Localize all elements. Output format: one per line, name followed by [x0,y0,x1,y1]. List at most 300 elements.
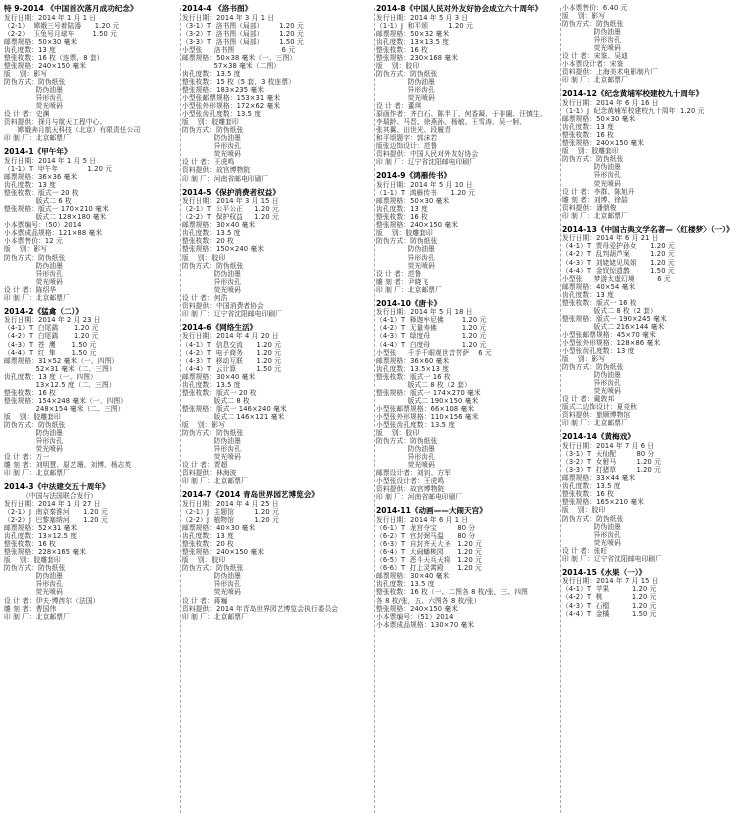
issue-detail-line: （4-1）T 白尾鹞 1.20 元 [4,324,99,333]
issue-detail-line: 齿孔度数：13.5 度 [182,69,241,78]
issue-detail-line: 整张枚数：16 枚 [4,540,56,549]
issue-detail-line: （3-1）T 洛书图（局部） 1.20 元 [182,21,304,30]
issue-title: 2014-4 《洛书图》 [182,4,253,13]
issue-detail-line: 小型张 洛书图 6 元 [182,45,296,54]
issue-detail-line: 版 别：胶雕套印 [376,229,433,238]
issue-detail-line: 整张规格：版式一 190×245 毫米 [562,314,667,323]
issue-detail-line: 整张规格：240×150 毫米 [376,604,459,613]
issue-detail-line: （1-1）J 和平颂 1.20 元 [376,21,473,30]
issue-detail-line: 发行日期：2014 年 4 月 25 日 [182,499,279,508]
issue-detail-line: 版式二 216×144 毫米 [562,322,665,331]
issue-detail-line: 齿孔度数：13.5 度 [376,580,435,589]
issue-title: 2014-7《2014 青岛世界园艺博览会》 [182,490,319,500]
issue-detail-line: 版 别：影写 [4,69,48,78]
issue-detail-line: 防伪方式：防伪纸张 [4,253,66,262]
issue-detail-line: 异形齿孔 [4,269,63,278]
issue-detail-line: 防伪油墨 [376,245,435,254]
issue-detail-line: 防伪方式：防伪纸张 [182,564,244,573]
issue-detail-line: 版式二 146×121 毫米 [182,412,285,421]
issue-detail-line: 齿孔度数：13 度 [376,205,428,214]
issue-detail-line: 设 计 者：万一 [4,453,50,462]
issue-detail-line: 荧光喷码 [4,102,63,111]
issue-detail-line: 小型张外形规格：172×62 毫米 [182,102,281,111]
issue-detail-line: （4-1）T 苹果 1.20 元 [562,585,657,594]
issue-detail-line: （6-3）T 自封齐天大圣 1.20 元 [376,540,482,549]
stamp-issue-entry [562,4,746,84]
issue-detail-line: 小型张齿孔度数：13.5 度 [376,420,456,429]
issue-detail-line: 张其翼、田世光、段履青 [376,126,452,135]
issue-detail-line: 邮票规格：36×36 毫米 [4,173,78,182]
issue-detail-line: 资料提供：潘鼎俊 [562,203,617,212]
stamp-issue-entry [182,188,372,318]
issue-detail-line: 版 别：胶印 [182,253,226,262]
issue-detail-line: 小本票编号：（51）2014 [376,612,454,621]
column-3 [376,4,560,815]
issue-detail-line: 整张规格：240×150 毫米 [4,61,87,70]
issue-detail-line: （4-4）T 白度母 1.20 元 [376,340,487,349]
issue-detail-line: 防伪油墨 [562,371,621,380]
issue-detail-line: 版 别：影写 [562,12,606,21]
issue-detail-line: （3-3）T 洛书图（局部） 1.50 元 [182,37,304,46]
issue-detail-line: 发行日期：2014 年 4 月 20 日 [182,332,279,341]
issue-detail-line: 整张枚数：版式一 20 枚 [4,189,79,198]
issue-detail-line: 荧光喷码 [562,538,621,547]
issue-title: 2014-1《甲午年》 [4,147,72,157]
issue-detail-line: 资料提供：中国消费者协会 [182,301,264,310]
issue-detail-line: 印 制 厂：辽宁省沈阳邮电印刷厂 [562,554,663,563]
issue-detail-line: 邮票设计者：刘钊、方军 [376,469,452,478]
issue-detail-line: 设 计 者：王虎鸣 [182,158,235,167]
issue-detail-line: （3-2）T 女驸马 1.20 元 [562,458,662,467]
issue-detail-line: 整张规格：版式一 174×270 毫米 [376,388,481,397]
issue-detail-line: 齿孔度数：13 度 [182,532,234,541]
issue-detail-line: 小本票成品规格：121×88 毫米 [4,229,103,238]
issue-detail-line: 防伪油墨 [562,163,621,172]
issue-detail-line: 整张规格：165×210 毫米 [562,498,645,507]
issue-detail-line: 13×12.5 度（二、三图） [4,380,116,389]
issue-detail-line: （4-3）T 移动互联 1.20 元 [182,356,282,365]
issue-detail-line: 设 计 者：宋鉴、吴迪 [562,52,628,61]
issue-detail-line: 版式二 8 枚（2 套） [562,306,657,315]
issue-detail-line: 印 制 厂：北京邮票厂 [4,612,70,621]
issue-detail-line: 小本票编号：（50）2014 [4,221,82,230]
issue-detail-line: （4-2）T 无量寿佛 1.20 元 [376,324,487,333]
issue-detail-line: （3-2）T 洛书图（局部） 1.20 元 [182,29,304,38]
issue-detail-line: （2-2）J 植物馆 1.20 元 [182,516,279,525]
issue-detail-line: 印 制 厂：辽宁省沈阳邮电印刷厂 [376,158,477,167]
issue-detail-line: 防伪油墨 [4,261,63,270]
issue-detail-line: 整张枚数：20 枚 [182,540,234,549]
stamp-issue-entry [376,171,560,293]
issue-detail-line: 发行日期：2014 年 1 月 5 日 [4,156,97,165]
issue-detail-line: （4-4）T 金橘 1.50 元 [562,609,657,618]
issue-detail-line: 版 别：影写 [562,355,606,364]
issue-detail-line: 设 计 者：伊夫·博酋尔（法国） [4,596,100,605]
issue-detail-line: 小本票售价：6.40 元 [562,4,628,12]
issue-detail-line: 整张枚数：15 枚（5 套，3 枚连票） [182,77,296,86]
issue-detail-line: 防伪油墨 [4,86,63,95]
issue-detail-line: （4-1）T 信息交流 1.20 元 [182,340,282,349]
issue-detail-line: （4-3）T 苍 鹰 1.50 元 [4,340,97,349]
issue-detail-line: 防伪方式：防伪纸张 [182,261,244,270]
issue-detail-line: 整张规格：228×165 毫米 [4,548,87,557]
issue-detail-line: 防伪方式：防伪纸张 [562,514,624,523]
issue-detail-line: （4-1）T 贾母爱护孙女 1.20 元 [562,242,675,251]
issue-detail-line: 整张规格：240×150 毫米 [376,221,459,230]
issue-detail-line: （4-4）T 云计算 1.50 元 [182,364,282,373]
column-2 [182,4,372,815]
issue-detail-line: 邮票规格：40×54 毫米 [562,282,636,291]
issue-detail-line: 异形齿孔 [562,36,621,45]
issue-detail-line: 印 制 厂：河南省邮电印刷厂 [376,493,463,502]
issue-detail-line: 防伪方式：防伪纸张 [182,126,244,135]
stamp-issue-entry [376,506,560,628]
issue-detail-line: 整张枚数：版式一 16 枚 [376,372,451,381]
issue-detail-line: 齿孔度数：13.5 度 [182,380,241,389]
issue-detail-line: 资料提供：2014 年青岛世界园艺博览会执行委员会 [182,604,339,613]
issue-detail-line: 版式二 190×150 毫米 [376,396,479,405]
issue-detail-line: 防伪油墨 [376,445,435,454]
column-divider [560,8,561,813]
issue-detail-line: 整张枚数：版式一 20 枚 [182,388,257,397]
issue-detail-line: 版 别：胶印 [376,429,420,438]
issue-detail-line: 荧光喷码 [4,277,63,286]
issue-detail-line: 异形齿孔 [562,171,621,180]
issue-detail-line: 异形齿孔 [182,142,241,151]
issue-detail-line: 整张枚数：20 枚 [182,237,234,246]
issue-detail-line: 防伪方式：防伪纸张 [4,420,66,429]
issue-detail-line: 设 计 者：史渊 [4,110,50,119]
stamp-issue-entry [376,4,560,166]
stamp-issue-entry [376,299,560,502]
issue-detail-line: 发行日期：2014 年 1 月 1 日 [4,13,97,22]
stamp-issue-entry [562,225,746,428]
issue-detail-line: （4-2）T 乱判葫芦案 1.20 元 [562,250,675,259]
stamp-issue-entry [182,490,372,620]
issue-detail-line: （2-1）J 南京秦淮河 1.20 元 [4,508,108,516]
column-4 [562,4,746,815]
issue-detail-line: 雕 刻 者：刘明慧、原艺珊、刘博、杨志英 [4,461,132,470]
issue-detail-line: 发行日期：2014 年 5 月 18 日 [376,308,473,317]
issue-detail-line: 版 别：影写 [4,245,48,254]
stamp-issue-entry [182,323,372,485]
issue-detail-line: 齿孔度数：13×13.5 度 [376,37,450,46]
issue-detail-line: 雕 刻 者：尹晓飞 [376,277,429,286]
issue-detail-line: 小型张齿孔度数：13.5 度 [182,110,262,119]
issue-detail-line: 防伪油墨 [562,522,621,531]
issue-detail-line: 防伪方式：防伪纸张 [376,69,438,78]
issue-detail-line: 雕 刻 者：曹国伟 [4,604,57,613]
column-1 [4,4,180,815]
issue-detail-line: 防伪油墨 [4,572,63,581]
issue-detail-line: 版式二 8 枚 [182,396,250,405]
issue-detail-line: 小本票成品规格：130×70 毫米 [376,620,475,629]
issue-title: 2014-5《保护消费者权益》 [182,187,280,197]
issue-title: 2014-12《纪念黄埔军校建校九十周年》 [562,89,704,99]
issue-detail-line: 齿孔度数：13 度 [562,290,614,299]
stamp-issue-entry [562,568,746,618]
issue-detail-line: 荧光喷码 [182,285,241,294]
issue-detail-line: 小型张外形规格：110×156 毫米 [376,412,479,421]
stamp-issue-entry [562,89,746,219]
issue-detail-line: 整张规格：版式一 146×240 毫米 [182,404,287,413]
issue-detail-line: 异形齿孔 [182,445,241,454]
issue-title: 2014-2《猛禽（二）》 [4,306,83,316]
issue-detail-line: 邮票规格：50×30 毫米 [376,197,450,206]
issue-detail-line: （6-4）T 大闹蟠桃园 1.20 元 [376,548,482,557]
issue-detail-line: 小本票售价：12 元 [4,237,63,246]
issue-detail-line: 防伪方式：防伪纸张 [4,564,66,573]
issue-detail-line: 邮票规格：33×44 毫米 [562,474,636,483]
issue-detail-line: 邮票规格：50×30 毫米 [4,37,78,46]
issue-detail-line: 异形齿孔 [4,94,63,103]
issue-detail-line: 邮票规格：30×40 毫米 [376,572,450,581]
issue-detail-line: 发行日期：2014 年 6 月 1 日 [376,516,469,525]
issue-detail-line: 资料提供：林海波 [182,469,237,478]
issue-detail-line: （2-2）J 巴黎塞纳河 1.20 元 [4,516,108,525]
issue-detail-line: 版式二边饰设计：夏竞秋 [562,403,638,412]
issue-detail-line: 整张枚数：16 枚 [562,131,614,140]
issue-detail-line: 和平颂题字：郭沫若 [376,134,438,143]
issue-detail-line: 资料提供：中国人民对外友好协会 [376,150,479,159]
issue-detail-line: （1-1）J 纪念黄埔军校建校九十周年 1.20 元 [562,107,705,116]
issue-detail-line: 印 制 厂：北京邮票厂 [4,134,70,143]
issue-detail-line: 荧光喷码 [182,150,241,159]
issue-detail-line: 发行日期：2014 年 6 月 16 日 [562,99,659,108]
issue-detail-line: 版式二 128×180 毫米 [4,213,107,222]
issue-detail-line: 印 制 厂：北京邮票厂 [562,211,628,220]
issue-detail-line: 整张枚数：16 枚 [562,490,614,499]
issue-detail-line: 设 计 者：李群、陈旭升 [562,187,635,196]
issue-detail-line: 小型张外形规格：128×86 毫米 [562,338,661,347]
issue-detail-line: 齿孔度数：13 度 [4,181,56,190]
issue-detail-line: 防伪油墨 [4,429,63,438]
issue-detail-line: 发行日期：2014 年 2 月 23 日 [4,316,101,325]
issue-detail-line: 发行日期：2014 年 7 月 6 日 [562,442,655,451]
issue-detail-line: 防伪方式：防伪纸张 [562,20,624,29]
stamp-issue-entry [4,4,180,142]
issue-detail-line: （4-3）T 绿度母 1.20 元 [376,332,487,341]
issue-detail-line: 齿孔度数：13.5 度 [182,229,241,238]
issue-detail-line: 邮票规格：50×38 毫米（一、三图） [182,53,297,62]
issue-detail-line: 小型张齿孔度数：13 度 [562,347,635,356]
issue-detail-line: （4-3）T 石榴 1.20 元 [562,601,657,610]
issue-detail-line: 防伪油墨 [182,134,241,143]
issue-detail-line: 印 制 厂：北京邮票厂 [182,477,248,486]
column-divider [374,8,375,813]
issue-detail-line: 248×154 毫米（二、三图） [4,404,125,413]
issue-detail-line: 防伪油墨 [562,28,621,37]
issue-detail-line: 邮票规格：52×31 毫米 [4,524,78,533]
issue-detail-line: 设 计 者：戴敦邦 [562,395,615,404]
stamp-issue-entry [562,432,746,562]
issue-detail-line: 李瑞龄、马晋、徐燕孙、杨敏、王雪涛、吴一舸、 [376,118,527,127]
issue-detail-line: 荧光喷码 [4,445,63,454]
issue-detail-line: 资料提供：故宫博物院 [376,485,445,494]
issue-title: 2014-13《中国古典文学名著—〈红楼梦〉（一）》 [562,224,734,234]
column-divider [180,8,181,813]
issue-detail-line: （中国与法国联合发行） [4,491,98,500]
issue-detail-line: 资料提供：故宫博物院 [182,166,251,175]
issue-detail-line: 发行日期：2014 年 5 月 10 日 [376,181,473,190]
issue-detail-line: 小型张邮票规格：66×108 毫米 [376,404,475,413]
issue-detail-line: 荧光喷码 [562,44,621,53]
issue-detail-line: （2-1）J 主题馆 1.20 元 [182,508,279,516]
issue-detail-line: 设 计 者：范鲁 [376,269,422,278]
issue-detail-line: 版 别：胶雕套印 [4,556,61,565]
issue-detail-line: 版 别：胶印 [562,506,606,515]
stamp-issue-entry [4,307,180,478]
issue-detail-line: 设 计 者：何浩 [182,293,228,302]
issue-detail-line: 版 别：影写 [182,420,226,429]
issue-title: 2014-9《鸿雁传书》 [376,171,452,181]
issue-detail-line: 小型张 梦游太虚幻境 6 元 [562,274,671,283]
issue-detail-line: 邮票规格：31×52 毫米（一、四图） [4,356,119,365]
stamp-issue-entry [182,4,372,183]
issue-detail-line: 版 别：胶雕套印 [562,147,619,156]
issue-detail-line: 异形齿孔 [376,253,435,262]
issue-detail-line: 荧光喷码 [562,179,621,188]
issue-title: 2014-11《动画——大闹天宫》 [376,506,487,516]
issue-detail-line: 设 计 者：蒋巍 [182,596,228,605]
issue-detail-line: 原画作者：齐白石、陈半丁、何香凝、于非闇、汪慎生、 [376,110,547,119]
issue-title: 2014-14《黄梅戏》 [562,432,635,442]
issue-detail-line: （4-2）T 白尾鹞 1.20 元 [4,332,99,341]
issue-detail-line: （1-1）T 鸿雁传书 1.20 元 [376,189,476,198]
issue-detail-line: 荧光喷码 [562,387,621,396]
issue-detail-line: 异形齿孔 [562,379,621,388]
issue-detail-line: 荧光喷码 [376,461,435,470]
issue-detail-line: 小型张 千手千眼观世音菩萨 6 元 [376,348,492,357]
issue-detail-line: 版 别：胶雕套印 [182,118,239,127]
issue-detail-line: 防伪方式：防伪纸张 [376,437,438,446]
issue-detail-line: （2-1）T 公平公正 1.20 元 [182,205,279,214]
stamp-issue-entry [4,147,180,301]
issue-detail-line: 异形齿孔 [4,580,63,589]
issue-detail-line: 发行日期：2014 年 6 月 21 日 [562,234,659,243]
issue-detail-line: 整张枚数：16 枚 [376,213,428,222]
issue-detail-line: 设 计 者：董琪 [376,102,422,111]
issue-detail-line: 荧光喷码 [182,453,241,462]
issue-title: 2014-10《唐卡》 [376,298,442,308]
issue-title: 2014-15《水果（一）》 [562,567,647,577]
issue-title: 2014-3《中法建交五十周年》 [4,482,110,492]
issue-detail-line: 小型张邮票规格：153×31 毫米 [182,94,281,103]
issue-detail-line: 防伪油墨 [182,572,241,581]
issue-detail-line: 异形齿孔 [182,277,241,286]
issue-detail-line: 印 制 厂：辽宁省沈阳邮电印刷厂 [182,309,283,318]
issue-detail-line: （6-2）T 官封弼马温 80 分 [376,532,476,541]
issue-detail-line: 各 8 枚/张，五、六图各 8 枚/张） [376,596,481,605]
issue-detail-line: （2-2） 玉兔号月球车 1.50 元 [4,29,118,38]
issue-detail-line: 邮票规格：30×40 毫米 [182,372,256,381]
issue-detail-line: 印 制 厂：北京邮票厂 [4,469,70,478]
issue-detail-line: 版 别：胶印 [376,61,420,70]
stamp-issue-entry [4,482,180,620]
issue-detail-line: （4-4）T 金钗惊遗鹊 1.50 元 [562,266,675,275]
issue-detail-line: 小型张邮票规格：45×70 毫米 [562,330,656,339]
issue-detail-line: 防伪方式：防伪纸张 [182,429,244,438]
issue-detail-line: 异形齿孔 [182,580,241,589]
issue-detail-line: 齿孔度数：13.5×13 度 [376,364,450,373]
issue-detail-line: （6-6）T 打上灵霄殿 1.20 元 [376,564,482,573]
issue-detail-line: 防伪方式：防伪纸张 [376,237,438,246]
issue-detail-line: 防伪油墨 [376,77,435,86]
issue-detail-line: 整张枚数：16 枚（一、二图各 8 枚/张，三、四图 [376,588,528,597]
issue-detail-line: 嫦娥奔月航天科技（北京）有限责任公司 [4,126,141,135]
issue-detail-line: 整张枚数：版式一 16 枚 [562,298,637,307]
issue-detail-line: 印 制 厂：北京邮票厂 [182,612,248,621]
issue-detail-line: 52×31 毫米（二、三图） [4,364,116,373]
issue-detail-line: 邮票规格：30×40 毫米 [182,221,256,230]
issue-detail-line: 防伪油墨 [182,269,241,278]
issue-title: 特 9-2014 《中国首次落月成功纪念》 [4,4,138,13]
issue-detail-line: 邮票规格：50×30 毫米 [562,115,636,124]
issue-detail-line: 版式二 6 枚 [4,197,72,206]
issue-detail-line: 印 制 厂：北京邮票厂 [562,76,628,85]
issue-detail-line: 荧光喷码 [4,588,63,597]
issue-detail-line: （4-2）T 桃 1.20 元 [562,593,657,602]
issue-detail-line: 整张规格：150×240 毫米 [182,245,265,254]
issue-detail-line: 整张规格：183×235 毫米 [182,86,265,95]
issue-detail-line: 发行日期：2014 年 3 月 1 日 [182,13,275,22]
issue-detail-line: 齿孔度数：13×12.5 度 [4,532,78,541]
issue-detail-line: 异形齿孔 [376,453,435,462]
issue-detail-line: 异形齿孔 [376,86,435,95]
issue-detail-line: 防伪方式：防伪纸张 [562,363,624,372]
issue-detail-line: 齿孔度数：13 度 [4,45,56,54]
issue-detail-line: 印 制 厂：北京邮票厂 [562,419,628,428]
issue-detail-line: 发行日期：2014 年 1 月 27 日 [4,499,101,508]
issue-detail-line: 57×38 毫米（二图） [182,61,281,70]
issue-detail-line: 整张枚数：16 枚 [4,388,56,397]
issue-detail-line: 版 别：胶雕套印 [4,412,61,421]
issue-detail-line: 防伪方式：防伪纸张 [562,155,624,164]
issue-detail-line: （4-2）T 电子商务 1.20 元 [182,348,282,357]
issue-detail-line: 齿孔度数：13 度 [562,123,614,132]
issue-detail-line: 发行日期：2014 年 3 月 15 日 [182,197,279,206]
issue-detail-line: 设 计 者：陈绍华 [4,285,57,294]
issue-detail-line: 齿孔度数：13.5 度 [562,482,621,491]
issue-detail-line: 整张枚数：16 枚（连票，8 套） [4,53,104,62]
issue-title: 2014-6《网络生活》 [182,322,258,332]
issue-detail-line: （1-1）T 甲午年 1.20 元 [4,164,113,173]
issue-detail-line: 小本票设计者：宋鉴 [562,60,624,69]
issue-detail-line: 印 制 厂：北京邮票厂 [376,285,442,294]
issue-detail-line: 印 制 厂：北京邮票厂 [4,293,70,302]
issue-detail-line: 资料提供：探月与航天工程中心、 [4,118,107,127]
issue-detail-line: 整张规格：240×150 毫米 [562,139,645,148]
issue-detail-line: 版式二 8 枚（2 套） [376,380,471,389]
issue-detail-line: 版 别：胶印 [182,556,226,565]
issue-detail-line: （6-1）T 龙宫夺宝 80 分 [376,524,476,533]
issue-detail-line: 印 制 厂：河南省邮电印刷厂 [182,174,269,183]
issue-detail-line: 整张规格：154×248 毫米（一、四图） [4,396,128,405]
issue-detail-line: 雕 刻 者：刘博、徐喆 [562,195,628,204]
issue-detail-line: 异形齿孔 [4,437,63,446]
issue-detail-line: （2-2）T 保护权益 1.20 元 [182,213,279,222]
issue-detail-line: 发行日期：2014 年 7 月 15 日 [562,577,659,586]
issue-detail-line: 邮票规格：36×60 毫米 [376,356,450,365]
issue-detail-line: （4-1）T 释迦牟尼佛 1.20 元 [376,316,487,325]
issue-detail-line: （2-1） 嫦娥三号着陆器 1.20 元 [4,21,120,30]
issue-detail-line: （3-1）T 天仙配 80 分 [562,450,655,459]
issue-detail-line: 小型张设计者：王虎鸣 [376,477,445,486]
issue-detail-line: 整张规格：230×168 毫米 [376,53,459,62]
issue-detail-line: 发行日期：2014 年 5 月 3 日 [376,13,469,22]
issue-detail-line: 资料提供：上海美术电影制片厂 [562,68,658,77]
issue-detail-line: 荧光喷码 [376,94,435,103]
